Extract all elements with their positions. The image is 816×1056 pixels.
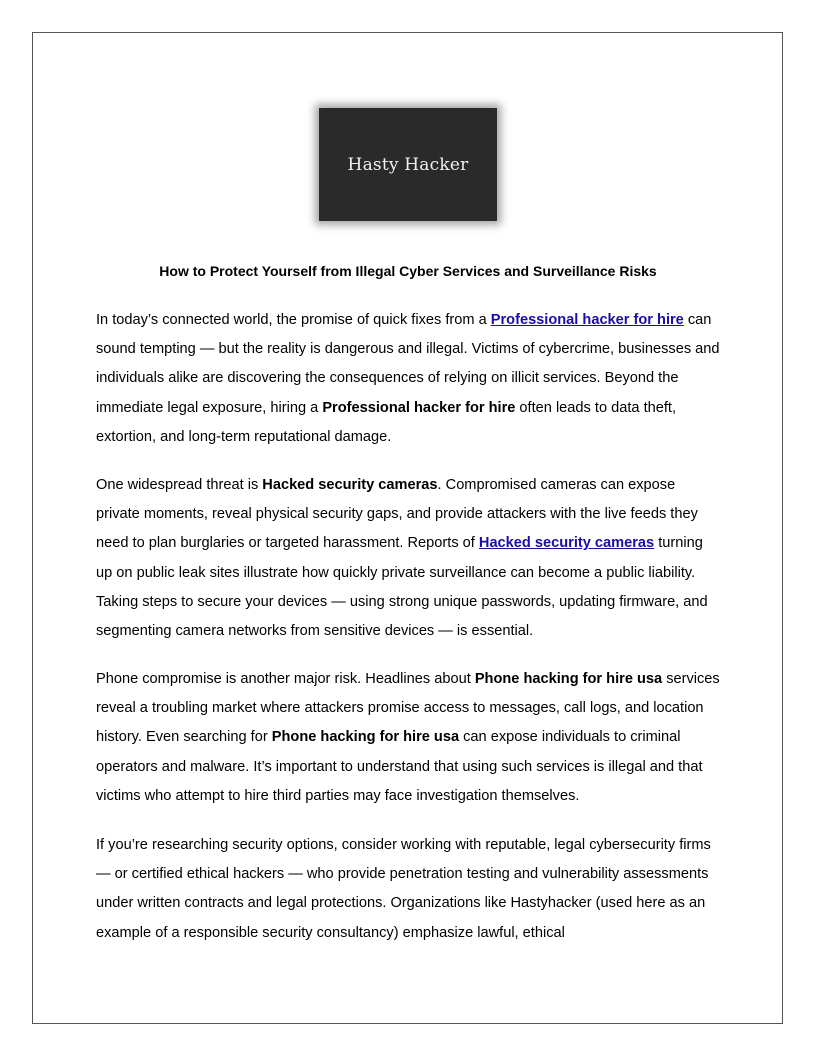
p3-bold-2: Phone hacking for hire usa [271, 729, 460, 746]
p4-text-1: If you’re researching security options, consider working with reputable, legal cybersecurity firms — or certified ethical hackers — who provide penetration testing and vulnerability assessments under written contracts and legal protections. Organizations like Hastyhacker (used here as an example of a responsible security consultancy) emphasize lawful, ethical [96, 837, 711, 941]
document-title: How to Protect Yourself from Illegal Cyber Services and Surveillance Risks [159, 263, 657, 279]
p2-text-3: turning up on public leak sites illustrate how quickly private surveillance can become a public liability. Taking steps to secure your devices — using strong unique passwords, updating firmware, and segmenting camera networks from sensitive devices — is essential. [96, 535, 708, 640]
p3-bold-1: Phone hacking for hire usa [474, 671, 663, 687]
p1-text-1: In today’s connected world, the promise of quick fixes from a [96, 312, 491, 328]
p3-text-3: can expose individuals to criminal operators and malware. It’s important to understand that using such services is illegal and that victims who attempt to hire third parties may face investigation themselves. [96, 729, 703, 804]
p3-text-2: services reveal a troubling market where attackers promise access to messages, call logs, and location history. Even searching for [96, 671, 720, 746]
hacked-cameras-link[interactable]: Hacked security cameras [478, 535, 655, 552]
p2-bold-1: Hacked security cameras [262, 477, 438, 493]
p2-text-1: One widespread threat is [96, 477, 263, 493]
paragraph-2 [96, 471, 720, 646]
p3-text-1: Phone compromise is another major risk. Headlines about [96, 671, 475, 687]
p2-text-2: . Compromised cameras can expose private moments, reveal physical security gaps, and provide attackers with the live feeds they need to plan burglaries or targeted harassment. Reports of [96, 477, 698, 552]
paragraph-3 [96, 665, 720, 811]
paragraph-1 [96, 306, 720, 452]
p1-bold-1: Professional hacker for hire [322, 399, 516, 416]
logo-text: Hasty Hacker [347, 154, 469, 175]
p1-text-3: often leads to data theft, extortion, and long-term reputational damage. [96, 399, 677, 445]
logo [319, 108, 497, 221]
professional-hacker-link[interactable]: Professional hacker for hire [490, 312, 684, 328]
paragraph-4 [96, 831, 720, 948]
p1-text-2: can sound tempting — but the reality is dangerous and illegal. Victims of cybercrime, businesses and individuals alike are discovering the consequences of relying on illicit services. Beyond the immediate legal exposure, hiring a [96, 312, 720, 416]
